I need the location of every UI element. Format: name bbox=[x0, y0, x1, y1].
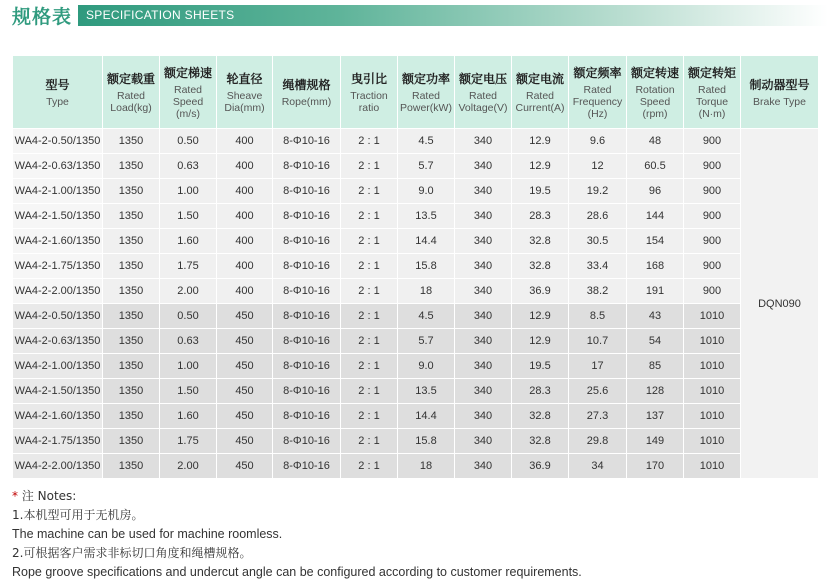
table-cell: 1010 bbox=[684, 429, 741, 454]
table-row bbox=[13, 279, 819, 304]
column-header-en: Type bbox=[46, 96, 69, 108]
table-cell: 2 : 1 bbox=[341, 229, 398, 254]
table-cell: 1010 bbox=[684, 354, 741, 379]
table-cell: 900 bbox=[684, 279, 741, 304]
table-cell: 36.9 bbox=[512, 279, 569, 304]
table-cell: 168 bbox=[627, 254, 684, 279]
table-cell: 2.00 bbox=[160, 279, 217, 304]
table-cell: 2 : 1 bbox=[341, 254, 398, 279]
table-cell: 2 : 1 bbox=[341, 329, 398, 354]
note-2-cn: 2.可根据客户需求非标切口角度和绳槽规格。 bbox=[12, 546, 252, 560]
table-cell: 5.7 bbox=[398, 329, 455, 354]
table-cell: WA4-2-2.00/1350 bbox=[13, 454, 103, 479]
table-row bbox=[13, 304, 819, 329]
table-cell: 27.3 bbox=[569, 404, 627, 429]
table-cell: 450 bbox=[217, 404, 273, 429]
column-header-en: Rotation Speed (rpm) bbox=[635, 84, 675, 120]
table-cell: 12 bbox=[569, 154, 627, 179]
column-header bbox=[512, 56, 569, 129]
table-cell: 18 bbox=[398, 454, 455, 479]
table-cell: 450 bbox=[217, 304, 273, 329]
table-cell: 340 bbox=[455, 379, 512, 404]
table-cell: 8-Φ10-16 bbox=[273, 454, 341, 479]
note-2-en: Rope groove specifications and undercut angle can be configured according to customer requirements. bbox=[12, 565, 582, 579]
table-cell: 1010 bbox=[684, 379, 741, 404]
table-cell: 8-Φ10-16 bbox=[273, 229, 341, 254]
table-cell: 2 : 1 bbox=[341, 279, 398, 304]
table-cell: 8-Φ10-16 bbox=[273, 404, 341, 429]
column-header-en: Rated Power(kW) bbox=[400, 90, 452, 114]
table-cell: 32.8 bbox=[512, 404, 569, 429]
table-cell: 29.8 bbox=[569, 429, 627, 454]
table-cell: 1350 bbox=[103, 354, 160, 379]
table-cell: 9.0 bbox=[398, 179, 455, 204]
column-header-en: Traction ratio bbox=[350, 90, 388, 114]
column-header bbox=[103, 56, 160, 129]
table-cell: 18 bbox=[398, 279, 455, 304]
table-cell: 2 : 1 bbox=[341, 129, 398, 154]
table-cell: 340 bbox=[455, 454, 512, 479]
title-bar bbox=[0, 0, 831, 32]
table-cell: 15.8 bbox=[398, 254, 455, 279]
table-cell: 8-Φ10-16 bbox=[273, 129, 341, 154]
table-cell: WA4-2-1.00/1350 bbox=[13, 179, 103, 204]
column-header-en: Rated Frequency (Hz) bbox=[572, 84, 623, 120]
table-cell: WA4-2-0.50/1350 bbox=[13, 304, 103, 329]
column-header-cn: 绳槽规格 bbox=[282, 78, 331, 92]
table-cell: 1010 bbox=[684, 329, 741, 354]
column-header bbox=[273, 56, 341, 129]
table-row bbox=[13, 354, 819, 379]
table-cell: 15.8 bbox=[398, 429, 455, 454]
table-cell: 900 bbox=[684, 204, 741, 229]
table-cell: 170 bbox=[627, 454, 684, 479]
table-cell: 340 bbox=[455, 154, 512, 179]
table-cell: 1350 bbox=[103, 304, 160, 329]
table-cell: WA4-2-0.63/1350 bbox=[13, 329, 103, 354]
table-row bbox=[13, 154, 819, 179]
table-cell: 0.50 bbox=[160, 129, 217, 154]
table-cell: 1350 bbox=[103, 279, 160, 304]
table-body bbox=[13, 129, 819, 479]
column-header-cn: 额定功率 bbox=[401, 72, 450, 86]
notes-heading-text: 注 Notes: bbox=[18, 489, 77, 503]
table-cell: 0.63 bbox=[160, 329, 217, 354]
column-header-cn: 额定梯速 bbox=[163, 66, 212, 80]
note-star: * bbox=[12, 489, 18, 503]
column-header bbox=[217, 56, 273, 129]
table-cell: 1350 bbox=[103, 129, 160, 154]
column-header-cn: 额定转速 bbox=[630, 66, 679, 80]
table-cell: 10.7 bbox=[569, 329, 627, 354]
table-cell: 60.5 bbox=[627, 154, 684, 179]
table-row bbox=[13, 329, 819, 354]
table-cell: 8-Φ10-16 bbox=[273, 254, 341, 279]
table-cell: 13.5 bbox=[398, 204, 455, 229]
table-cell: 9.6 bbox=[569, 129, 627, 154]
table-cell: WA4-2-1.00/1350 bbox=[13, 354, 103, 379]
table-cell: WA4-2-0.63/1350 bbox=[13, 154, 103, 179]
column-header-en: Rated Voltage(V) bbox=[458, 90, 508, 114]
column-header-cn: 轮直径 bbox=[226, 72, 263, 86]
table-cell: 340 bbox=[455, 204, 512, 229]
column-header bbox=[455, 56, 512, 129]
table-cell: 2 : 1 bbox=[341, 179, 398, 204]
table-cell: 14.4 bbox=[398, 229, 455, 254]
table-cell: 340 bbox=[455, 354, 512, 379]
table-cell: 9.0 bbox=[398, 354, 455, 379]
table-cell: 1.00 bbox=[160, 179, 217, 204]
specification-table bbox=[12, 55, 819, 479]
table-cell: 340 bbox=[455, 404, 512, 429]
table-cell: 96 bbox=[627, 179, 684, 204]
table-cell: 8-Φ10-16 bbox=[273, 179, 341, 204]
table-cell: 450 bbox=[217, 354, 273, 379]
table-cell: 400 bbox=[217, 204, 273, 229]
column-header-en: Rated Torque (N·m) bbox=[695, 84, 729, 120]
table-cell: 19.5 bbox=[512, 354, 569, 379]
table-cell: 340 bbox=[455, 329, 512, 354]
table-cell: 340 bbox=[455, 129, 512, 154]
column-header-cn: 额定电压 bbox=[458, 72, 507, 86]
note-1-cn: 1.本机型可用于无机房。 bbox=[12, 508, 144, 522]
table-cell: 4.5 bbox=[398, 304, 455, 329]
table-cell: 400 bbox=[217, 129, 273, 154]
column-header bbox=[569, 56, 627, 129]
table-cell: 1.50 bbox=[160, 204, 217, 229]
table-cell: 2 : 1 bbox=[341, 304, 398, 329]
table-cell: WA4-2-1.60/1350 bbox=[13, 229, 103, 254]
column-header bbox=[398, 56, 455, 129]
table-cell: 8-Φ10-16 bbox=[273, 329, 341, 354]
table-cell: 5.7 bbox=[398, 154, 455, 179]
table-cell: 28.6 bbox=[569, 204, 627, 229]
table-cell: 36.9 bbox=[512, 454, 569, 479]
table-cell: 32.8 bbox=[512, 229, 569, 254]
table-row bbox=[13, 254, 819, 279]
table-cell: WA4-2-1.50/1350 bbox=[13, 204, 103, 229]
column-header-en: Rated Current(A) bbox=[515, 90, 565, 114]
table-cell: 450 bbox=[217, 379, 273, 404]
column-header-en: Rope(mm) bbox=[281, 96, 332, 108]
table-cell: 340 bbox=[455, 429, 512, 454]
table-cell: 2 : 1 bbox=[341, 404, 398, 429]
table-cell: 154 bbox=[627, 229, 684, 254]
column-header bbox=[684, 56, 741, 129]
table-cell: 400 bbox=[217, 154, 273, 179]
table-cell: 2 : 1 bbox=[341, 454, 398, 479]
table-cell: 1350 bbox=[103, 179, 160, 204]
column-header-cn: 额定频率 bbox=[573, 66, 622, 80]
table-cell: 1010 bbox=[684, 404, 741, 429]
table-cell: 8-Φ10-16 bbox=[273, 154, 341, 179]
table-cell: 1010 bbox=[684, 454, 741, 479]
table-cell: 8-Φ10-16 bbox=[273, 354, 341, 379]
table-cell: 1010 bbox=[684, 304, 741, 329]
table-row bbox=[13, 454, 819, 479]
table-row bbox=[13, 404, 819, 429]
table-cell: 85 bbox=[627, 354, 684, 379]
table-cell: 1350 bbox=[103, 329, 160, 354]
table-cell: 900 bbox=[684, 229, 741, 254]
table-cell: 128 bbox=[627, 379, 684, 404]
table-cell: 1.75 bbox=[160, 429, 217, 454]
table-cell: 1350 bbox=[103, 254, 160, 279]
table-cell: 19.5 bbox=[512, 179, 569, 204]
table-cell: 8-Φ10-16 bbox=[273, 429, 341, 454]
table-cell: 900 bbox=[684, 154, 741, 179]
table-cell: 340 bbox=[455, 179, 512, 204]
table-cell: 1.50 bbox=[160, 379, 217, 404]
table-cell: 400 bbox=[217, 254, 273, 279]
table-cell: 34 bbox=[569, 454, 627, 479]
table-cell: 1.75 bbox=[160, 254, 217, 279]
table-cell: WA4-2-2.00/1350 bbox=[13, 279, 103, 304]
notes-heading bbox=[12, 487, 812, 506]
table-cell: 8-Φ10-16 bbox=[273, 279, 341, 304]
column-header-en: Sheave Dia(mm) bbox=[224, 90, 265, 114]
table-cell: 2 : 1 bbox=[341, 379, 398, 404]
table-cell: WA4-2-1.75/1350 bbox=[13, 429, 103, 454]
table-cell: 4.5 bbox=[398, 129, 455, 154]
table-cell: 12.9 bbox=[512, 154, 569, 179]
table-cell: 28.3 bbox=[512, 379, 569, 404]
table-cell: 191 bbox=[627, 279, 684, 304]
table-cell: 340 bbox=[455, 254, 512, 279]
table-cell: 12.9 bbox=[512, 129, 569, 154]
column-header-cn: 额定载重 bbox=[106, 72, 155, 86]
column-header-cn: 制动器型号 bbox=[749, 78, 810, 92]
note-1-en: The machine can be used for machine roomless. bbox=[12, 527, 283, 541]
table-cell: 149 bbox=[627, 429, 684, 454]
table-cell: 32.8 bbox=[512, 254, 569, 279]
table-cell: 8-Φ10-16 bbox=[273, 204, 341, 229]
column-header-en: Rated Speed (m/s) bbox=[172, 84, 204, 120]
table-cell: 144 bbox=[627, 204, 684, 229]
table-cell: 33.4 bbox=[569, 254, 627, 279]
table-cell: 13.5 bbox=[398, 379, 455, 404]
table-cell: WA4-2-1.60/1350 bbox=[13, 404, 103, 429]
table-cell: WA4-2-0.50/1350 bbox=[13, 129, 103, 154]
column-header-en: Brake Type bbox=[753, 96, 806, 108]
table-cell: 8-Φ10-16 bbox=[273, 379, 341, 404]
column-header-cn: 额定转矩 bbox=[687, 66, 736, 80]
column-header bbox=[13, 56, 103, 129]
table-cell: 30.5 bbox=[569, 229, 627, 254]
table-cell: 0.50 bbox=[160, 304, 217, 329]
table-cell: 400 bbox=[217, 279, 273, 304]
table-cell: 900 bbox=[684, 129, 741, 154]
table-cell: 400 bbox=[217, 229, 273, 254]
header-row bbox=[13, 56, 819, 129]
table-cell: 2 : 1 bbox=[341, 429, 398, 454]
column-header bbox=[627, 56, 684, 129]
column-header-cn: 型号 bbox=[45, 78, 70, 92]
table-cell: 8.5 bbox=[569, 304, 627, 329]
table-cell: 340 bbox=[455, 229, 512, 254]
table-row bbox=[13, 204, 819, 229]
table-cell: 43 bbox=[627, 304, 684, 329]
table-cell: 2 : 1 bbox=[341, 154, 398, 179]
table-cell: 25.6 bbox=[569, 379, 627, 404]
table-cell: 340 bbox=[455, 304, 512, 329]
table-cell: WA4-2-1.75/1350 bbox=[13, 254, 103, 279]
table-cell: 32.8 bbox=[512, 429, 569, 454]
column-header-cn: 曳引比 bbox=[350, 72, 387, 86]
table-cell: 48 bbox=[627, 129, 684, 154]
title-english: SPECIFICATION SHEETS bbox=[86, 8, 235, 22]
table-row bbox=[13, 129, 819, 154]
table-row bbox=[13, 429, 819, 454]
column-header bbox=[741, 56, 819, 129]
title-chinese: 规格表 bbox=[12, 6, 73, 28]
table-row bbox=[13, 179, 819, 204]
column-header-en: Rated Load(kg) bbox=[110, 90, 152, 114]
brake-type-cell: DQN090 bbox=[741, 129, 819, 479]
table-cell: 12.9 bbox=[512, 304, 569, 329]
table-cell: 1350 bbox=[103, 379, 160, 404]
table-cell: 2.00 bbox=[160, 454, 217, 479]
table-cell: 340 bbox=[455, 279, 512, 304]
table-cell: 8-Φ10-16 bbox=[273, 304, 341, 329]
table-cell: WA4-2-1.50/1350 bbox=[13, 379, 103, 404]
table-cell: 400 bbox=[217, 179, 273, 204]
table-cell: 17 bbox=[569, 354, 627, 379]
table-cell: 2 : 1 bbox=[341, 354, 398, 379]
table-cell: 0.63 bbox=[160, 154, 217, 179]
table-cell: 12.9 bbox=[512, 329, 569, 354]
table-cell: 450 bbox=[217, 329, 273, 354]
table-cell: 900 bbox=[684, 254, 741, 279]
table-cell: 54 bbox=[627, 329, 684, 354]
table-cell: 1.60 bbox=[160, 229, 217, 254]
table-row bbox=[13, 379, 819, 404]
table-cell: 1350 bbox=[103, 429, 160, 454]
table-cell: 137 bbox=[627, 404, 684, 429]
table-cell: 28.3 bbox=[512, 204, 569, 229]
column-header bbox=[160, 56, 217, 129]
notes-section bbox=[12, 487, 812, 582]
table-cell: 1350 bbox=[103, 404, 160, 429]
table-row bbox=[13, 229, 819, 254]
table-cell: 1.60 bbox=[160, 404, 217, 429]
table-cell: 450 bbox=[217, 429, 273, 454]
table-cell: 1350 bbox=[103, 454, 160, 479]
table-cell: 1350 bbox=[103, 154, 160, 179]
table-cell: 1350 bbox=[103, 229, 160, 254]
column-header bbox=[341, 56, 398, 129]
table-cell: 38.2 bbox=[569, 279, 627, 304]
table-cell: 14.4 bbox=[398, 404, 455, 429]
table-cell: 1350 bbox=[103, 204, 160, 229]
table-cell: 450 bbox=[217, 454, 273, 479]
column-header-cn: 额定电流 bbox=[515, 72, 564, 86]
table-cell: 19.2 bbox=[569, 179, 627, 204]
table-cell: 2 : 1 bbox=[341, 204, 398, 229]
table-cell: 1.00 bbox=[160, 354, 217, 379]
table-cell: 900 bbox=[684, 179, 741, 204]
